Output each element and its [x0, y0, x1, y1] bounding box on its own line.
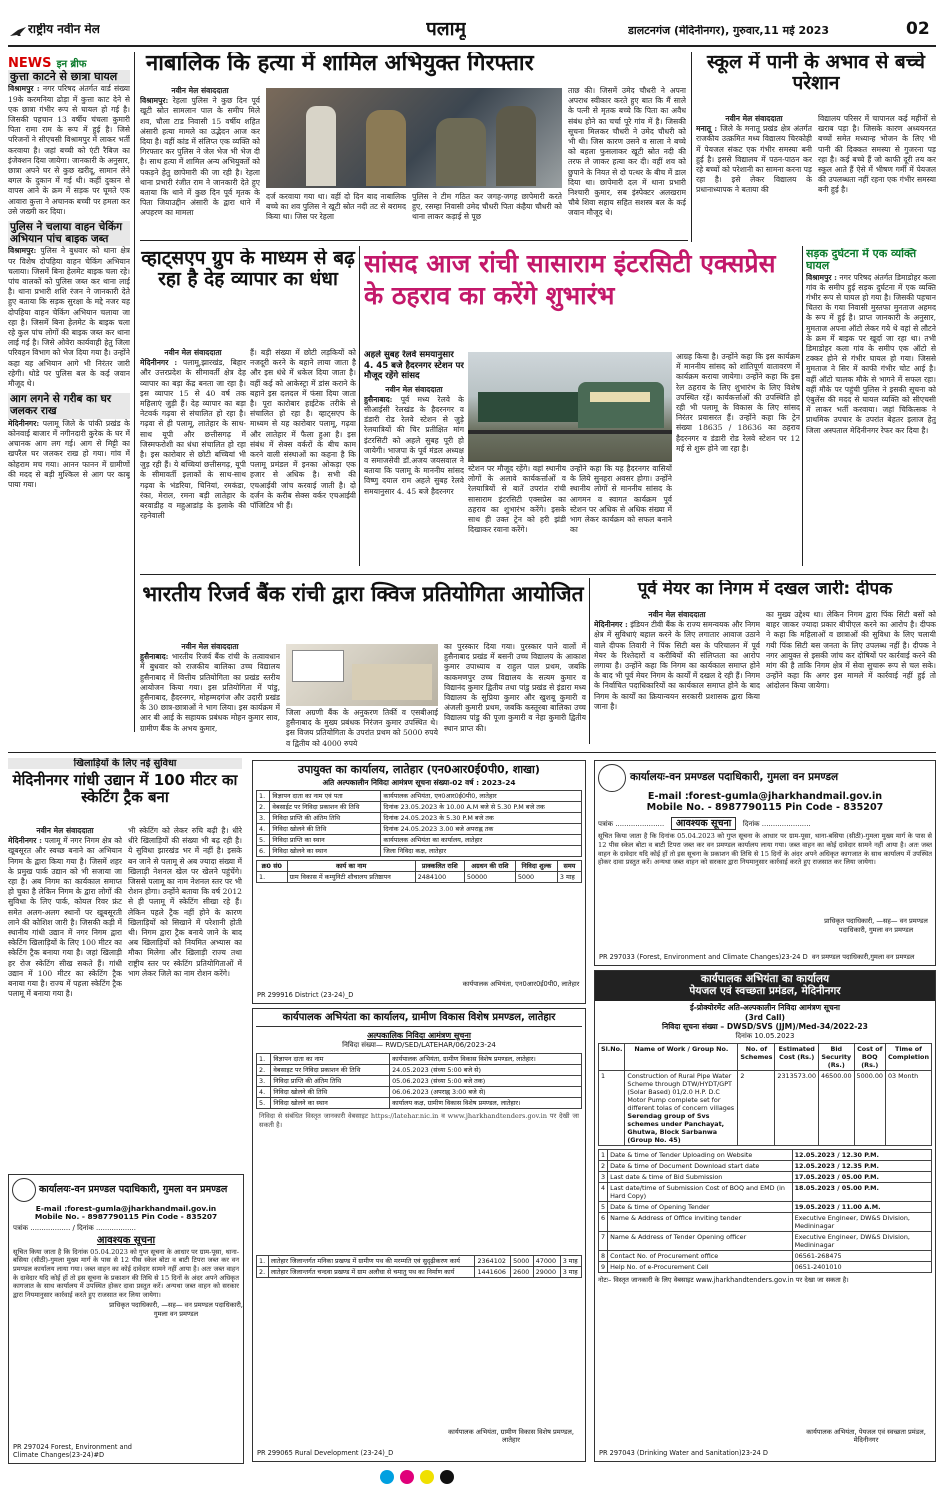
- table-cell: Bid Security (Rs.): [819, 1043, 855, 1070]
- table-cell: 24.05.2023 (संध्या 5:00 बजे से): [390, 1065, 582, 1076]
- table-cell: 2.: [257, 802, 270, 813]
- table-cell: 17.05.2023 / 05.00 P.M.: [792, 1171, 931, 1182]
- table-cell: कार्यपालक अभियंता, एन0आर0ई0पी0, लातेहार: [381, 791, 582, 802]
- story-body: भारतीय रिजर्व बैंक रांची के तत्वावधान में बुधवार को राजकीय बालिका उच्च विद्यालय हुसैनाबाद में वित्तीय प्रतियोगिता का प्रखंड स्तरीय आयोजन किया गया। इस प्रतियोगिता में पांडु, हुसैनाबाद, हैदरनगर, मोहम्मदगंज और उदारी प्रखंड के 30 छात्र-छात्राओं ने भाग लिया। इस कार्यक्रम में आर बी आई के सहायक प्रबंधक मोहन कुमार साव, ग्रामीण बैंक के अभय कुमार,: [140, 652, 280, 733]
- table-cell: कार्यपालक अभियंता, ग्रामीण विकास विशेष प्रमण्डल, लातेहार।: [390, 1054, 582, 1065]
- table-cell: 4: [599, 1182, 608, 1201]
- brief-header: [8, 52, 130, 70]
- table-cell: 05.06.2023 (संध्या 5:00 बजे तक): [390, 1076, 582, 1087]
- dinank: दिनांक: [742, 820, 760, 829]
- story-body: पलामू में नगर निगम क्षेत्र को खूबसूरत और स्वच्छ बनाने का अभियान निगम के द्वारा किया गया है। जिसमें शहर के प्रमुख पार्क उद्यान को भी सजाया जा रहा है। अब निगम का कार्यकाल समाप्त हो चुका है लेकिन निगम के द्वारा लोगों की सुविधा के लिए पार्क, कोयल रिवर फ्रंट समेत अलग-अलग स्थानों पर खूबसूरती लाने की कोशिश जारी है। जिसकी कड़ी में स्थानीय गांधी उद्यान में नगर निगम द्वारा स्केटिंग खिलाड़ियों के लिए 100 मीटर का स्केटिंग ट्रैक बनाया गया है। जहां खिलाड़ी हर रोज स्केटिंग सीख सकते हैं। गांधी उद्यान में 100 मीटर का स्केटिंग ट्रैक बनाया गया है। राज्य में पहला स्केटिंग ट्रैक पलामू में बनाया गया है।: [8, 836, 122, 999]
- email: E-mail :forest-gumla@jharkhandmail.gov.in: [35, 1204, 217, 1213]
- table-cell: 5000: [511, 1256, 534, 1267]
- signature: प्राधिकृत पदाधिकारी, —सह— वन प्रमण्डल पदाधिकारी, गुमला वन प्रमण्डल: [824, 917, 928, 934]
- table-cell: 9: [599, 1261, 608, 1272]
- story-intercity: [364, 248, 800, 572]
- table-cell: 5000.00: [854, 1070, 885, 1145]
- dateline: नवीन मेल संवाददाता: [725, 114, 783, 123]
- signature: प्राधिकृत पदाधिकारी, —सह— वन प्रमण्डल पदाधिकारी, गुमला वन प्रमण्डल: [109, 1301, 243, 1318]
- table-cell: ग्राम विकास में कम्युनिटी शौचालय प्रतिष्ठापन: [287, 872, 415, 883]
- table-cell: 06561-268475: [792, 1250, 931, 1261]
- emblem-icon: [12, 1178, 36, 1202]
- place: मेदिनीनगर :: [594, 620, 628, 630]
- headline: पूर्व मेयर का निगम में दखल जारी: दीपक: [637, 580, 893, 599]
- table-cell: निविदा प्राप्ति की अंतिम तिथि: [271, 1076, 390, 1087]
- brief-body: पलामू जिले के पांकी प्रखंड के कोनवाई बाजार में नगीनदारी कुरेक के घर में अचानक आग लग गई। आग से मिट्टी का खपरैल घर जलकर राख हो गया। गांव में कोहराम मच गया। आनन फानन में ग्रामीणों की मदद से बड़ी मुश्किल से आग पर काबू पाया गया।: [8, 418, 130, 490]
- signature: कार्यपालक अभियंता, ग्रामीण विकास विशेष प्रमण्डल, लातेहार: [448, 1427, 574, 1445]
- story-school-water: [696, 52, 936, 244]
- table-cell: 0651-2401010: [792, 1261, 931, 1272]
- table-cell: 1.: [257, 791, 270, 802]
- table-cell: 1: [599, 1149, 608, 1160]
- dinank: दिनांक: [77, 1223, 94, 1232]
- table-cell: 1441606: [475, 1267, 511, 1278]
- table-cell: 29000: [533, 1267, 560, 1278]
- dateline: नवीन मेल संवाददाता: [164, 348, 222, 357]
- headline: सांसद आज रांची सासाराम इंटरसिटी एक्सप्रेस के ठहराव का करेंगे शुभारंभ: [364, 249, 776, 310]
- table-cell: 06.06.2023 (अपराह्न 3:00 बजे से): [390, 1087, 582, 1098]
- notice-title: आवश्यक सूचना: [671, 817, 736, 830]
- ad-drinking-water: [594, 970, 936, 1462]
- page-number: 02: [906, 20, 930, 39]
- notice-body: सूचित किया जाता है कि दिनांक 05.04.2023 को गुप्त सूचना के आधार पर ग्राम-पूसा, थाना-बसिया (सीठी)-गुमला मुख्य मार्ग के पास से 12 पीस स्केल बोटा व बाटी टिपरा जब्त कर वन प्रमण्डल कार्यालय लाया गया। जब्त वाहन का कोई दावेदार सामने नहीं आया है। अतः जब्त वाहन के दावेदार यदि कोई हों तो इस सूचना के प्रकाशन की तिथि से 15 दिनों के अंदर अपने अधिकृत कागजात के साथ कार्यालय में उपस्थित होकर दावा प्रस्तुत करें। अन्यथा जब्त वाहन को सरकार द्वारा नियमानुसार कार्रवाई करते हुए राजसात कर लिया जायेगा।: [598, 832, 932, 867]
- tender-schedule-table: [256, 790, 582, 857]
- train-photo: [468, 352, 672, 462]
- table-cell: जिला निविदा कक्ष, लातेहार: [381, 846, 582, 857]
- office-name: कार्यपालक अभियंता का कार्यालय, ग्रामीण विकास विशेष प्रमण्डल, लातेहार: [256, 1012, 582, 1027]
- table-cell: निविदा प्राप्ति की अंतिम तिथि: [270, 813, 381, 824]
- story-body: इंडियन टीवी बैंक के राज्य समन्वयक और निगम क्षेत्र में सुविधाएं बहाल करने के लिए लगातार आवाज उठाने वाले दीपक तिवारी ने पिंक सिटी बस के परिचालन में पूर्व मेयर के रिश्तेदारों व करीबियों की संलिप्तता का आरोप लगाया है। उन्होंने कहा कि निगम का कार्यकाल समाप्त होने के बाद भी पूर्व मेयर निगम के कार्यों में दखल दे रही हैं। निगम के निर्वाचित पदाधिकारियों का कार्यकाल समाप्त होने के बाद निगम के कार्यों का क्रियान्वयन सरकारी प्रशासक द्वारा किया जाना है।: [594, 620, 760, 711]
- notice-title: अति अल्पकालीन निविदा आमंत्रण सूचना संख्या-02 वर्ष : 2023-24: [322, 778, 516, 788]
- office-name: उपायुक्त का कार्यालय, लातेहार (एन0आर0ई0पी0, शाखा): [298, 763, 540, 776]
- table-cell: निविदा शुल्क: [515, 861, 557, 872]
- table-cell: 6: [599, 1212, 608, 1231]
- ad-code: PR 297033 (Forest, Environment and Climate Changes)23-24 D: [599, 953, 808, 962]
- emblem-icon: [598, 764, 626, 792]
- table-cell: दिनांक 24.05.2023 3.00 बजे अपराह्न तक: [381, 824, 582, 835]
- story-body: भी स्केटिंग को लेकर रुचि बढ़ी है। धीरे धीरे खिलाड़ियों की संख्या भी बढ़ रही है। ये सुविधा झारखंड भर में नहीं है। इसके बन जाने से पलामू से अब ज्यादा संख्या में खिलाड़ी नेशनल खेल पर खेलने पहुंचेंगे। जिससे पलामू का नाम नेशनल स्तर पर भी रोशन होगा। उन्होंने बताया कि वर्ष 2012 से ही पलामू में स्केटिंग सीखा रहे हैं। लेकिन पहले ट्रैक नहीं होने के कारण खिलाड़ियों को सिखाने में परेशानी होती थी। निगम द्वारा ट्रैक बनाये जाने के बाद अब खिलाड़ियों को नियमित अभ्यास का मौका मिलेगा और खिलाड़ी राज्य तथा राष्ट्रीय स्तर पर स्केटिंग प्रतियोगिताओं में भाग लेकर जिले का नाम रोशन करेंगे।: [128, 826, 242, 978]
- headline: सड़क दुर्घटना में एक व्यक्ति घायल: [806, 248, 917, 273]
- table-cell: 7: [599, 1231, 608, 1250]
- story-body: हैं। बड़ी संख्या में छोटी लड़कियों को नजदूरी करने के बहाने लाया जाता है और इस धंधे में धकेल दिया जाता है। वहीं कई को आकेस्ट्रा में डांस कराने के बहाने इस दलदल में फंसा दिया जाता है। पूरा कारोबार हाईटेक तरीके से संचालित हो रहा है। व्हाट्सएप के माध्यम से यह कारोबार पलामू, गढ़वा और लातेहार में फैला हुआ है। इस संबंध में सेक्स वर्करों के बीच काम करने वाली संस्थाओं का कहना है कि पलामू प्रमंडल में इनका ओकड़ा एक हजार से अधिक है। सभी की एचआईवी जांच करवाई जाती है। दो दर्जन के करीब सेक्स वर्कर एचआईवी पॉजिटिव भी हैं।: [250, 348, 356, 511]
- table-cell: Construction of Rural Pipe Water Scheme through DTW/HYDT/GPT (Solar Based) 01/2.0 H.P. D.C Motor Pump complete set for different tolas of concern villages Serendag group of Svs schemes under Panchayat, Ghutwa, Block Sarbanwa (Group No. 45): [625, 1070, 738, 1145]
- headline: स्कूल में पानी के अभाव से बच्चे परेशान: [707, 52, 925, 95]
- place: मेदिनीनगर :: [8, 836, 42, 846]
- place: हुसैनाबाद:: [364, 394, 393, 404]
- brief-item: [8, 221, 130, 389]
- table-cell: No. of Schemes: [738, 1043, 775, 1070]
- story-body: उन्होंने कहा कि यह हैदरनगर वासियों के लिये सुनहरा अवसर होगा। उन्होंने स्थानीय लोगों से माननीय सांसद के आगमन व स्वागत कार्यक्रम पूर्व स्टेशन पर अधिक से अधिक संख्या में भाग लेकर कार्यक्रम को सफल बनाने का: [570, 464, 672, 535]
- table-cell: 2: [738, 1070, 775, 1145]
- section-title: पलामू: [426, 19, 466, 40]
- notice-body: सूचित किया जाता है कि दिनांक 05.04.2023 को गुप्त सूचना के आधार पर ग्राम-पूसा, थाना-बसिया (सीठी)-गुमला मुख्य मार्ग के पास से 12 पीस स्केल बोटा व बाटी टिपरा जब्त कर वन प्रमण्डल कार्यालय लाया गया। जब्त वाहन का कोई दावेदार सामने नहीं आया है। अतः जब्त वाहन के दावेदार यदि कोई हों तो इस सूचना के प्रकाशन की तिथि से 15 दिनों के अंदर अपने अधिकृत कागजात के साथ कार्यालय में उपस्थित होकर दावा प्रस्तुत करें। अन्यथा जब्त वाहन को सरकार द्वारा नियमानुसार कार्रवाई करते हुए राजसात कर लिया जायेगा।: [13, 1247, 239, 1299]
- table-cell: 03 Month: [885, 1070, 931, 1145]
- table-cell: 46500.00: [819, 1070, 855, 1145]
- table-cell: कार्यालय कक्ष, ग्रामीण विकास विशेष प्रमण्डल, लातेहार।: [390, 1098, 582, 1109]
- table-cell: 5: [599, 1201, 608, 1212]
- table-cell: निविदा प्राप्ति का स्थान: [270, 835, 381, 846]
- quiz-photo: [286, 644, 438, 706]
- table-cell: विज्ञापन दाता का नाम एवं पता: [270, 791, 381, 802]
- table-cell: कार्य का नाम: [287, 861, 415, 872]
- table-cell: Contact No. of Procurement office: [608, 1250, 793, 1261]
- table-cell: 5.: [257, 1098, 271, 1109]
- table-cell: विज्ञापन दाता का नाम: [271, 1054, 390, 1065]
- table-cell: निविदा खोलने की तिथि: [270, 824, 381, 835]
- table-cell: निविदा खोलने का स्थान: [270, 846, 381, 857]
- patrank: पत्रांक: [598, 820, 614, 829]
- story-body: आग्रह किया है। उन्होंने कहा कि इस कार्यक्रम में माननीय सांसद को शांतिपूर्ण वातावरण में कार्यक्रम कराया जायेगा। उन्होंने कहा कि इस रेल ठहराव के लिए शुभारंभ के लिए विशेष उपस्थित रहें।: [676, 352, 800, 402]
- table-cell: 3 माह: [560, 1256, 581, 1267]
- mobile: Mobile No. - 8987790115 Pin Code - 835207: [34, 1212, 218, 1222]
- story-body: ताछ की। जिसमें उमेद चौधरी ने अपना अपराध स्वीकार करते हुए बात कि मैं साले के पत्नी से मृतक बच्चे कि पिता का अवैध संबंध होने का चर्चा पूरे गांव में है। जिसकी सूचना मिलकर चौधरी ने उमेद चौधरी को भी थी। जिस कारण उसने व साला ने बच्चे को बहला फुसलाकर खूटी स्रोत नदी की तरफ ले जाकर हत्या कर दी। वहीं शव को छुपाने के नियत से दो पत्थर के बीच में डाल दिया था। छापेमारी दल में थाना प्रभारी निश्चारी कुमार, सब इंस्पेक्टर अलखराम चौबे शिवा सहाय सहित सशस्त्र बल के कई जवान मौजूद थे।: [568, 86, 686, 218]
- table-cell: Cost of BOQ (Rs.): [854, 1043, 885, 1070]
- table-cell: 2: [599, 1160, 608, 1171]
- table-cell: 1.: [257, 1054, 271, 1065]
- news-tag: NEWS: [8, 56, 52, 71]
- headline: व्हाट्सएप ग्रुप के माध्यम से बढ़ रहा है देह व्यापार का धंधा: [141, 248, 355, 291]
- table-cell: Executive Engineer, DW&S Division, Medininagar: [792, 1231, 931, 1250]
- story-body: दर्ज करवाया गया था। वहीं दो दिन बाद नाबालिक बच्चे का शव पुलिस ने खूटी स्रोत नदी तट से बरामद किया था। जिस पर रेहला: [266, 192, 406, 222]
- table-cell: 2600: [511, 1267, 534, 1278]
- table-cell: 4.: [257, 824, 270, 835]
- table-cell: प्राक्कलित राशि: [415, 861, 464, 872]
- story-ex-mayor: [594, 580, 936, 746]
- story-body: नगर परिषद अंतर्गत डिमाडोहर कला गांव के समीप हुई सड़क दुर्घटना में एक व्यक्ति गंभीर रूप से घायल हो गया है। जिसकी पहचान चितरा के गया निवासी मुस्तफा मुनताज अहमद के रूप में हुई है। प्राप्त जानकारी के अनुसार, मुमताज अपना ऑटो लेकर गये थे वहां से लौटने के क्रम में बाइक पर खूर्दा जा रहा था। तभी डिमाडोहर कला गांव के समीप एक ऑटो से टक्कर होने से गंभीर घायल हो गया। जिससे मुमताज ने सिर में काफी गंभीर चोट आई है। वहीं ऑटो चालक मौके से भागने में सफल रहा। वहीं मौके पर पहुंची पुलिस ने इसकी सूचना को एंबुलेंस की मदद से घायल व्यक्ति को सीएचसी में लाकर भर्ती करवाया। जहां चिकित्सक ने प्राथमिक उपचार के उपरांत बेहतर इलाज हेतु जिला अस्पताल मेदिनीनगर रेफर कर दिया है।: [806, 272, 936, 435]
- table-cell: लातेहार जिलान्तर्गत चन्दवा प्रखण्ड में ग्राम अलौधा से चमातु पथ का निर्माण कार्य: [268, 1267, 475, 1278]
- footnote: नोटः– विस्तृत जानकारी के लिए वेबसाइट www.jharkhandtenders.gov.in पर देखा जा सकता है।: [598, 1275, 849, 1284]
- call: (3rd Call): [745, 1012, 785, 1022]
- table-cell: 5000: [515, 872, 557, 883]
- office-name: कार्यालयः-वन प्रमण्डल पदाधिकारी, गुमला वन प्रमण्डल: [630, 771, 839, 784]
- table-cell: Name & Address of Tender Opening officer: [608, 1231, 793, 1250]
- email: E-mail :forest-gumla@jharkhandmail.gov.in: [647, 791, 883, 802]
- office-name-2: पेयजल एवं स्वच्छता प्रमंडल, मेदिनीनगर: [689, 984, 841, 997]
- table-cell: Time of Completion: [885, 1043, 931, 1070]
- dates-table: [598, 1149, 932, 1273]
- kicker: खिलाड़ियों के लिए नई सुविधा: [8, 758, 242, 769]
- works-table: [598, 1043, 932, 1146]
- brief-place: विश्रामपुर :: [8, 84, 40, 94]
- ad-code: PR 299065 Rural Development (23-24)_D: [257, 1449, 394, 1458]
- signature: कार्यपालक अभियंता, एन0आर0ई0पी0, लातेहार: [462, 980, 580, 989]
- masthead: [8, 18, 936, 44]
- subheadline: अहले सुबह रेलवे समयानुसार 4. 45 बजे हैदरनगर स्टेशन पर मौजूद रहेंगे सांसद: [364, 350, 464, 381]
- story-skating-track: [8, 758, 242, 1170]
- table-cell: 3 माह: [557, 872, 581, 883]
- dateline: डालटनगंज (मेदिनीनगर), गुरुवार,11 मई 2023: [628, 25, 830, 37]
- print-color-bar: [380, 1470, 580, 1486]
- dateline: नवीन मेल संवाददाता: [385, 384, 443, 394]
- table-cell: 3.: [257, 813, 270, 824]
- table-cell: Date & time of Opening Tender: [608, 1201, 793, 1212]
- terms-text: निविदा से संबंधित विस्तृत जानकारी वेबसाइट https://latehar.nic.in व www.jharkhandtenders.gov.in पर देखी जा सकती है।: [259, 1112, 579, 1129]
- story-road-accident: [806, 248, 936, 572]
- table-cell: 3.: [257, 1076, 271, 1087]
- ad-rural-development: [252, 1008, 586, 1462]
- table-cell: Estimated Cost (Rs.): [775, 1043, 819, 1070]
- table-cell: 2.: [257, 1065, 271, 1076]
- table-cell: 3 माह: [560, 1267, 581, 1278]
- notice-title: अल्पकालिक निविदा आमंत्रण सूचना: [367, 1031, 471, 1041]
- notice-number: निविदा सूचना संख्या – DWSD/SVS (JJM)/Med-34/2022-23: [662, 1021, 868, 1031]
- table-cell: 2364102: [475, 1256, 511, 1267]
- ad-latehar-nrep: [252, 760, 586, 1004]
- dateline: नवीन मेल संवाददाता: [648, 610, 706, 619]
- place: विश्रामपुर:: [140, 96, 169, 106]
- ad-code: PR 297043 (Drinking Water and Sanitation)23-24 D: [599, 1449, 768, 1458]
- brief-item: [8, 393, 130, 490]
- signature: कार्यपालक अभियंता, पेयजल एवं स्वच्छता प्रमंडल, मेदिनीनगर: [806, 1427, 926, 1445]
- table-cell: क्र0 सं0: [257, 861, 288, 872]
- table-cell: Last date & time of Bid Submission: [608, 1171, 793, 1182]
- table-cell: वेबसाइट पर निविदा प्रकाशन की तिथि: [271, 1065, 390, 1076]
- ad-gumla-notice: कार्यालयः-वन प्रमण्डल पदाधिकारी, गुमला वन प्रमण्डल E-mail :forest-gumla@jharkhandmail.gov.in Mobile No. - 8987790115 Pin Code - 835207 पत्रांक .................. / दिनांक .................. आवश्यक सूचना सूचित किया जाता है कि दिनांक 05.04.2023 को गुप्त सूचना के आधार पर ग्राम-पूसा, थाना-बसिया (सीठी)-गुमला मुख्य मार्ग के पास से 12 पीस स्केल बोटा व बाटी टिपरा जब्त कर वन प्रमण्डल कार्यालय लाया गया। जब्त वाहन का कोई दावेदार सामने नहीं आया है। अतः जब्त वाहन के दावेदार यदि कोई हों तो इस सूचना के प्रकाशन की तिथि से 15 दिनों के अंदर अपने अधिकृत कागजात के साथ कार्यालय में उपस्थित होकर दावा प्रस्तुत करें। अन्यथा जब्त वाहन को सरकार द्वारा नियमानुसार कार्रवाई करते हुए राजसात कर लिया जायेगा। प्राधिकृत पदाधिकारी, —सह— वन प्रमण्डल पदाधिकारी, गुमला वन प्रमण्डल PR 297024 Forest, Environment and Climate Changes(23-24)#D: [8, 1174, 244, 1464]
- brief-title: आग लगने से गरीब का घर जलकर राख: [8, 393, 130, 419]
- table-cell: Date & time of Tender Uploading on Website: [608, 1149, 793, 1160]
- story-body: विद्यालय परिसर में चापानल कई महीनों से खराब पड़ा है। जिसके कारण अध्ययनरत बच्चों समेत मध्यान्ह भोजन के लिए भी पानी की दिक्कत समस्या से गुजरना पड़ रहा है। कई बच्चे हैं जो काफी दूरी तय कर स्कूल आते हैं ऐसे में भीषण गर्मी में पेयजल की उपलब्धता नहीं रहना एक गंभीर समस्या बनी हुई है।: [818, 114, 936, 195]
- table-cell: 6.: [257, 846, 270, 857]
- table-cell: Sl.No.: [599, 1043, 625, 1070]
- table-cell: समय: [557, 861, 581, 872]
- arrest-photo: [266, 88, 562, 188]
- table-cell: 1.: [257, 872, 288, 883]
- table-cell: 19.05.2023 / 11.00 A.M.: [792, 1201, 931, 1212]
- office-name: कार्यपालक अभियंता का कार्यालय: [700, 973, 830, 985]
- ad-code: PR 297024 Forest, Environment and Climate Changes(23-24)#D: [13, 1442, 132, 1460]
- news-in-brief: [8, 52, 130, 730]
- place: मनातू :: [696, 124, 718, 134]
- table-cell: 18.05.2023 / 05.00 P.M.: [792, 1182, 931, 1201]
- table-cell: 3: [599, 1171, 608, 1182]
- brief-title: कुत्ता काटने से छात्रा घायल: [8, 70, 130, 84]
- brief-tag: इन ब्रीफ: [56, 59, 87, 70]
- headline: नाबालिक कि हत्या में शामिल अभियुक्त गिरफ्तार: [146, 52, 534, 76]
- table-cell: लातेहार जिलान्तर्गत मनिका प्रखण्ड में ग्रामीण पथ की मरम्मति एवं सुदृढ़ीकरण कार्य: [268, 1256, 475, 1267]
- table-cell: 2484100: [415, 872, 464, 883]
- tender-schedule-table: [256, 1053, 582, 1109]
- table-cell: Name of Work / Group No.: [625, 1043, 738, 1070]
- work-table: [256, 860, 582, 883]
- table-cell: कार्यपालक अभियंता का कार्यालय, लातेहार: [381, 835, 582, 846]
- table-cell: निविदा खोलने का स्थान: [271, 1098, 390, 1109]
- office-name: कार्यालयः-वन प्रमण्डल पदाधिकारी, गुमला वन प्रमण्डल: [39, 1183, 228, 1195]
- story-body: पुलिस ने टीम गठित कर जगह-जगह छापेमारी करते हुए, रसम्हा निवासी उमेद चौधरी पिता कंहैया चौधरी को थाना लाकर कड़ाई से पूछ: [412, 192, 562, 222]
- story-body: का मुख्य उद्देश्य था। लेकिन निगम द्वारा पिंक सिटी बसों को बाहर जाकर ज्यादा प्रकार बीपीएल करने का आरोप है। दीपक ने कहा कि महिलाओं व छात्राओं की सुविधा के लिए चलायी गयी पिंक सिटी बस जनता के लिए उपलब्ध नहीं है। दीपक ने नगर आयुक्त से इसकी जांच कर दोषियों पर कार्रवाई करने की मांग की है ताकि निगम क्षेत्र में सेवा सुचारू रूप से चल सके। उन्होंने कहा कि अगर इस मामले में कार्रवाई नहीं हुई तो आंदोलन किया जायेगा।: [766, 610, 936, 691]
- table-cell: 12.05.2023 / 12.35 P.M.: [792, 1160, 931, 1171]
- table-cell: 1: [599, 1070, 625, 1145]
- place: हुसैनाबाद:: [140, 652, 169, 662]
- headline: भारतीय रिजर्व बैंक रांची द्वारा क्विज प्रतियोगिता आयोजित: [142, 582, 584, 606]
- dateline: नवीन मेल संवाददाता: [181, 642, 239, 651]
- table-cell: Executive Engineer, DW&S Division, Medininagar: [792, 1212, 931, 1231]
- story-murder-arrest: [140, 52, 688, 238]
- table-cell: निविदा खोलने की तिथि: [271, 1087, 390, 1098]
- brief-body: पुलिस ने बुधवार को थाना क्षेत्र पर विशेष दोपहिया वाहन चेकिंग अभियान चलाया। जिसमें बिना हेलमेट बाइक चला रहे। पांच वालकों को पुलिस जब्त कर थाना लाई है। थाना प्रभारी शशि रंजन ने जानकारी देते हुए बताया कि सड़क सुरक्षा के मद्दे नजर यह दोपहिया वाहन चेकिंग अभियान चलाया जा रहा है। जिसमें बिना हेलमेट के बाइक चला रहे कुल पांच लोगों की बाइक जब्त कर थाना लाई गई है। जिसे ओवेरा कार्यवाही हेतु जिला परिवहन विभाग को भेज दिया गया है। उन्होंने कहा यह अभियान आगे भी निरंतर जारी रहेगी। थोडे पर पुलिस बल के कई जवान मौजूद थे।: [8, 246, 130, 389]
- mobile: Mobile No. - 8987790115 Pin Code - 835207: [646, 801, 884, 813]
- story-body: का पुरस्कार दिया गया। पुरस्कार पाने वालों में हुसैनाबाद प्रखंड में बसनी उच्च विद्यालय के आकाश कुमार उपाध्याय व राहुल पाल प्रथम, जबकि काकमणपुर उच्च विद्यालय के सत्यम कुमार व विद्यानंद कुमार द्वितीय तथा पांडु प्रखंड से इंडारा मध्य विद्यालय के सुप्रिया कुमार और खुशबू कुमारी व अंजली कुमारी प्रथम, जबकि कस्तूरबा बालिका उच्च विद्यालय पांडु की पूजा कुमारी व नेहा कुमारी द्वितीय स्थान प्राप्त की।: [444, 642, 586, 733]
- brief-title: पुलिस ने चलाया वाहन चेकिंग अभियान पांच बाइक जब्त: [8, 221, 130, 247]
- brief-body: नगर परिषद अंतर्गत वार्ड संख्या 19के करमनिया ढोड़ा में कुत्ता काट देने से एक छात्रा गंभीर रूप से घायल हो गई है। जिसकी पहचान 13 वर्षीय चंचला कुमारी पिता रामा राम के रूप में हुई है। जिसे परिजनों ने सीएचसी विश्रामपुर में लाकर भर्ती करवाया है। जहां बच्ची को एंटी रैबिज का इंजेक्शन दिया जायेगा। जानकारी के अनुसार, छात्रा अपने घर से कुछ खरीदू, सामान लेने बगल के दुकान में गई थी। कहीं दुकान से वापस आने के क्रम में सड़क पर घूमते एक आवारा कुत्ता ने अचानक बच्ची पर हमला कर उसे जख्मी कर दिया।: [8, 84, 130, 216]
- table-cell: 5.: [257, 835, 270, 846]
- signature-footer: वन प्रमण्डल पदाधिकारी,गुमला वन प्रमण्डल: [811, 953, 915, 962]
- story-body: स्टेशन पर मौजूद रहेंगे। वहां स्थानीय लोगों के अलावे कार्यकर्त्ताओं व रेलयात्रियों से बातें उपरांत रांची सासाराम इंटरसिटी एक्सप्रेस का ठहराव का शुभारंभ करेंगे। इसके साथ ही उक्त ट्रेन को हरी झंडी दिखाकर रवाना करेंगे।: [468, 464, 566, 535]
- notice-date: दिनांक 10.05.2023: [735, 1031, 795, 1040]
- paper-name: राष्ट्रीय नवीन मेल: [28, 23, 100, 36]
- place: विश्रामपुर :: [806, 272, 837, 282]
- story-body: पलामू,झारखंड, बिहार और उत्तरप्रदेश के सीमावर्ती क्षेत्र देह व्यापार का बड़ा केंद्र बनता जा रहा है। इस व्यापार 15 से 40 वर्ष तक महिलाएं जुड़ी हैं। देह व्यापार का बड़ा नेटवर्क गढ़वा से संचालित हो रहा है। गढ़वा से ही पलामू, लातेहार के साथ-साथ यूपी और छत्तीसगढ़ में जिस्मफरोशी का धंधा संचालित हो रहा है। इस कारोबार से छोटी बच्चियां भी जुड़ रही हैं। ये बच्चियां छत्तीसगढ़, यूपी के सीमावर्ती इलाकों के साथ-साथ गढ़वा के भंडरिया, चिनियां, रमकंडा, रंका, मेराल, रमना बड़ी लातेहार के बरवाडीह व महुआडांड़ के इलाके की रहनेवाली: [140, 358, 246, 521]
- table-cell: 47000: [533, 1256, 560, 1267]
- story-body: पूर्व मध्य रेलवे के सीआईसी रेलखंड के हैदरनगर व डंडारी रोड रेलवे स्टेशन से जुड़े रेलयात्रियों की चिर प्रतीक्षित मांग इंटरसिटी को अहले सुबह पूरी हो जायेगी। भाजपा के पूर्व मंडल अध्यक्ष व समाजसेवी डॉ.अजय जयसवाल ने बताया कि पलामू के माननीय सांसद विष्णु दयाल राम अहले सुबह रेलवे समयानुसार 4. 45 बजे हैदरनगर: [364, 394, 464, 496]
- place: मेदिनीनगर :: [140, 358, 178, 368]
- story-body: रेहला पुलिस ने कुछ दिन पूर्व खूटी स्रोत सामलान पाल के समीप मिले शव, चौला टाड निवासी 15 वर्षीय शहित अंसारी हत्या मामले का उद्भेदन आज कर दिया है। वहीं कांड में संलिप्त एक व्यक्ति को गिरफ्तार कर पुलिस ने जेल भेज भी भेज दी है। साथ हत्या में शामिल अन्य अभियुक्तों को पकड़ने हेतु छापेमारी की जा रही है। रेहला थाना प्रभारी रंजीत राम ने जानकारी देते हुए बताया कि थाने में कुछ दिन पूर्व मृतक के पिता जियाउद्दीन अंसारी के द्वारा थाने में अपहरण का मामला: [140, 96, 260, 218]
- ad-code: PR 299916 District (23-24)_D: [257, 991, 354, 1000]
- story-body: जिले के मनातू प्रखंड क्षेत्र अंतर्गत राजकीय उत्क्रमित मध्य विद्यालय चिरकोही में पेयजल संकट एक गंभीर समस्या बनी हुई है। इससे विद्यालय में पठन-पाठन कर रहे बच्चों को परेशानी का सामना करना पड़ रहा है। इसे लेकर विद्यालय के प्रधानाध्यापक ने बताया की: [696, 124, 812, 195]
- brief-place: विश्रामपुर:: [8, 246, 37, 256]
- work-table: [256, 1255, 582, 1278]
- brief-item: [8, 70, 130, 217]
- table-cell: 4.: [257, 1087, 271, 1098]
- story-body: जिला अग्रणी बैंक के अनुकरण तिर्की व एसबीआई हुसैनाबाद के मुख्य प्रबंधक निरंजन कुमार उपस्थित थे। इस विजय प्रतियोगिता के उपरांत प्रथम को 5000 रुपये व द्वितीय को 4000 रुपये: [286, 708, 438, 748]
- table-cell: Help No. of e-Procurement Cell: [608, 1261, 793, 1272]
- bird-logo-icon: [10, 24, 26, 36]
- table-cell: Name & Address of Office inviting tender: [608, 1212, 793, 1231]
- ad-gumla-notice-2: कार्यालयः-वन प्रमण्डल पदाधिकारी, गुमला वन प्रमण्डल E-mail :forest-gumla@jharkhandmail.gov.in Mobile No. - 8987790115 Pin Code - 835207 पत्रांक ...................... आवश्यक सूचना दिनांक ...................... सूचित किया जाता है कि दिनांक 05.04.2023 को गुप्त सूचना के आधार पर ग्राम-पूसा, थाना-बसिया (सीठी)-गुमला मुख्य मार्ग के पास से 12 पीस स्केल बोटा व बाटी टिपरा जब्त कर वन प्रमण्डल कार्यालय लाया गया। जब्त वाहन का कोई दावेदार सामने नहीं आया है। अतः जब्त वाहन के दावेदार यदि कोई हों तो इस सूचना के प्रकाशन की तिथि से 15 दिनों के अंदर अपने अधिकृत कागजात के साथ कार्यालय में उपस्थित होकर दावा प्रस्तुत करें। अन्यथा जब्त वाहन को सरकार द्वारा नियमानुसार कार्रवाई करते हुए राजसात कर लिया जायेगा। प्राधिकृत पदाधिकारी, —सह— वन प्रमण्डल पदाधिकारी, गुमला वन प्रमण्डल PR 297033 (Forest, Environment and Climate Changes)23-24 D वन प्रमण्डल पदाधिकारी,गुमला वन प्रमण्डल: [594, 760, 936, 966]
- brief-place: मेदिनीनगर:: [8, 418, 40, 428]
- table-cell: 12.05.2023 / 12.30 P.M.: [792, 1149, 931, 1160]
- table-cell: वेबसाईट पर निविदा प्रकाशन की तिथि: [270, 802, 381, 813]
- story-whatsapp: [140, 248, 356, 572]
- story-body: कार्यकर्त्ताओं की उपस्थिति हो रही भी पलामू के विकास के लिए सांसद निरंतर प्रयासरत हैं। उन्होंने कहा कि ट्रेन संख्या 18635 / 18636 का ठहराव हैदरनगर व डंडारी रोड रेलवे स्टेशन पर 12 मई से शुरू होने जा रहा है।: [676, 392, 800, 453]
- table-cell: 2313573.00: [775, 1070, 819, 1145]
- notice-title: आवश्यक सूचना: [96, 1234, 156, 1246]
- table-cell: 50000: [464, 872, 515, 883]
- table-cell: दिनांक 24.05.2023 के 5.30 P.M बजे तक: [381, 813, 582, 824]
- notice-number: निविदा संख्या— RWD/SED/LATEHAR/06/2023-24: [342, 1041, 496, 1050]
- dateline: नवीन मेल संवाददाता: [171, 86, 229, 95]
- patrank: पत्रांक: [13, 1223, 29, 1232]
- table-cell: अग्रधन की राशि: [464, 861, 515, 872]
- table-cell: 8: [599, 1250, 608, 1261]
- table-cell: Last date/time of Submission Cost of BOQ and EMD (in Hard Copy): [608, 1182, 793, 1201]
- table-cell: दिनांक 23.05.2023 के 10.00 A.M बजे से 5.30 P.M बजे तक: [381, 802, 582, 813]
- table-cell: Date & time of Document Download start date: [608, 1160, 793, 1171]
- dateline: नवीन मेल संवाददाता: [36, 826, 94, 835]
- table-cell: 2.: [257, 1267, 269, 1278]
- table-cell: 1.: [257, 1256, 269, 1267]
- story-rbi-quiz: [140, 580, 586, 750]
- headline: मेदिनीनगर गांधी उद्यान में 100 मीटर का स्केटिंग ट्रैक बना: [12, 771, 238, 806]
- notice-title: ई-प्रोक्योरमेंट अति-अल्पकालीन निविदा आमंत्रण सूचना: [690, 1002, 840, 1012]
